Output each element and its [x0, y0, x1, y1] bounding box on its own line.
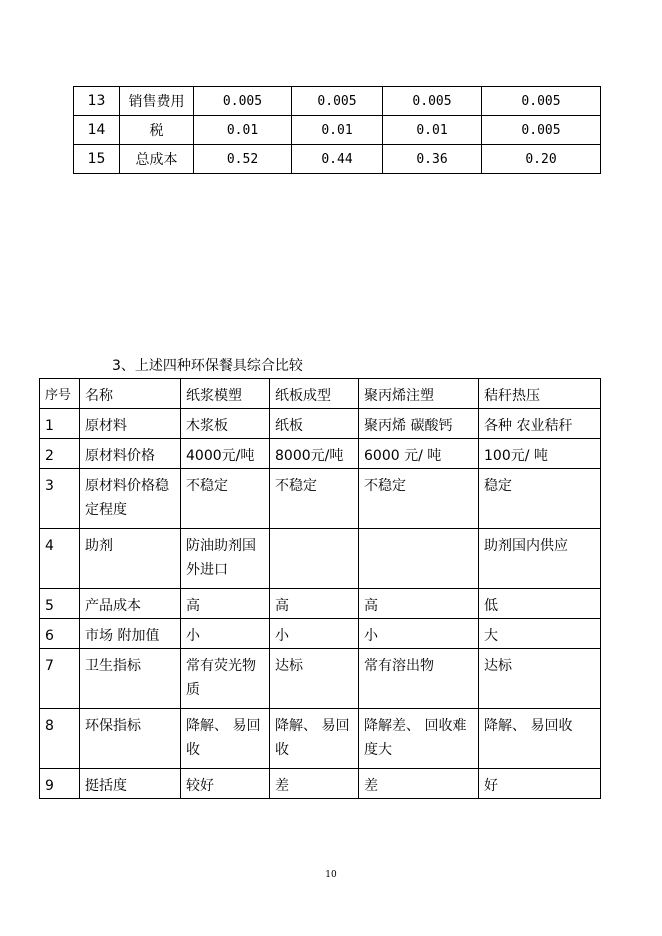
row-number: 6	[40, 619, 80, 649]
row-number: 13	[74, 87, 120, 116]
cost-item: 总成本	[120, 145, 194, 174]
table-cell: 降解、 易回收	[479, 709, 601, 769]
section-heading: 3、上述四种环保餐具综合比较	[112, 358, 303, 374]
row-name: 环保指标	[80, 709, 181, 769]
table-cell: 聚丙烯 碳酸钙	[359, 409, 479, 439]
row-name: 助剂	[80, 529, 181, 589]
table-cell: 小	[359, 619, 479, 649]
table-cell: 高	[359, 589, 479, 619]
table-cell: 降解差、 回收难度大	[359, 709, 479, 769]
table-cell: 降解、 易回收	[270, 709, 359, 769]
table-cell: 8000元/吨	[270, 439, 359, 469]
table-row	[74, 145, 601, 174]
row-name: 产品成本	[80, 589, 181, 619]
table-cell: 低	[479, 589, 601, 619]
cost-value: 0.20	[482, 145, 601, 174]
table-cell: 纸板	[270, 409, 359, 439]
table-header-row	[40, 379, 601, 409]
header-cell: 序号	[40, 379, 80, 409]
table-cell: 小	[270, 619, 359, 649]
table-cell: 6000 元/ 吨	[359, 439, 479, 469]
table-row	[40, 709, 601, 769]
table-cell: 常有荧光物质	[181, 649, 270, 709]
table-row	[40, 649, 601, 709]
table-row	[40, 439, 601, 469]
table-cell: 差	[270, 769, 359, 799]
table-cell: 助剂国内供应	[479, 529, 601, 589]
row-name: 原材料价格	[80, 439, 181, 469]
table-cell: 不稳定	[359, 469, 479, 529]
row-number: 14	[74, 116, 120, 145]
cost-value: 0.005	[482, 87, 601, 116]
header-cell: 聚丙烯注塑	[359, 379, 479, 409]
table-cell: 各种 农业秸秆	[479, 409, 601, 439]
table-row	[40, 619, 601, 649]
cost-value: 0.01	[292, 116, 383, 145]
table-cell: 高	[181, 589, 270, 619]
cost-value: 0.01	[383, 116, 482, 145]
row-number: 3	[40, 469, 80, 529]
table-row	[40, 529, 601, 589]
table-cell	[270, 529, 359, 589]
table-cell: 较好	[181, 769, 270, 799]
row-name: 卫生指标	[80, 649, 181, 709]
cost-item: 税	[120, 116, 194, 145]
row-name: 原材料价格稳定程度	[80, 469, 181, 529]
table-cell: 达标	[270, 649, 359, 709]
row-number: 5	[40, 589, 80, 619]
table-cell: 4000元/吨	[181, 439, 270, 469]
cost-table	[73, 86, 601, 174]
table-row	[74, 87, 601, 116]
row-number: 4	[40, 529, 80, 589]
table-cell: 常有溶出物	[359, 649, 479, 709]
table-row	[40, 469, 601, 529]
table-cell: 差	[359, 769, 479, 799]
row-name: 原材料	[80, 409, 181, 439]
header-cell: 纸板成型	[270, 379, 359, 409]
row-number: 9	[40, 769, 80, 799]
table-cell: 好	[479, 769, 601, 799]
header-cell: 名称	[80, 379, 181, 409]
cost-value: 0.005	[383, 87, 482, 116]
table-cell: 降解、 易回收	[181, 709, 270, 769]
row-name: 挺括度	[80, 769, 181, 799]
table-cell: 高	[270, 589, 359, 619]
table-cell: 不稳定	[270, 469, 359, 529]
table-cell: 稳定	[479, 469, 601, 529]
table-cell: 木浆板	[181, 409, 270, 439]
table-cell: 100元/ 吨	[479, 439, 601, 469]
header-cell: 纸浆模塑	[181, 379, 270, 409]
cost-value: 0.005	[194, 87, 292, 116]
header-cell: 秸秆热压	[479, 379, 601, 409]
cost-value: 0.005	[292, 87, 383, 116]
cost-value: 0.36	[383, 145, 482, 174]
comparison-table	[39, 378, 601, 799]
table-row	[40, 409, 601, 439]
row-number: 8	[40, 709, 80, 769]
row-number: 2	[40, 439, 80, 469]
table-cell: 小	[181, 619, 270, 649]
table-cell	[359, 529, 479, 589]
table-cell: 不稳定	[181, 469, 270, 529]
table-cell: 防油助剂国外进口	[181, 529, 270, 589]
cost-value: 0.52	[194, 145, 292, 174]
row-name: 市场 附加值	[80, 619, 181, 649]
table-row	[40, 589, 601, 619]
row-number: 15	[74, 145, 120, 174]
table-row	[40, 769, 601, 799]
row-number: 1	[40, 409, 80, 439]
cost-item: 销售费用	[120, 87, 194, 116]
table-cell: 达标	[479, 649, 601, 709]
cost-value: 0.005	[482, 116, 601, 145]
page-number: 10	[325, 870, 337, 880]
cost-value: 0.01	[194, 116, 292, 145]
table-cell: 大	[479, 619, 601, 649]
table-row	[74, 116, 601, 145]
row-number: 7	[40, 649, 80, 709]
cost-value: 0.44	[292, 145, 383, 174]
